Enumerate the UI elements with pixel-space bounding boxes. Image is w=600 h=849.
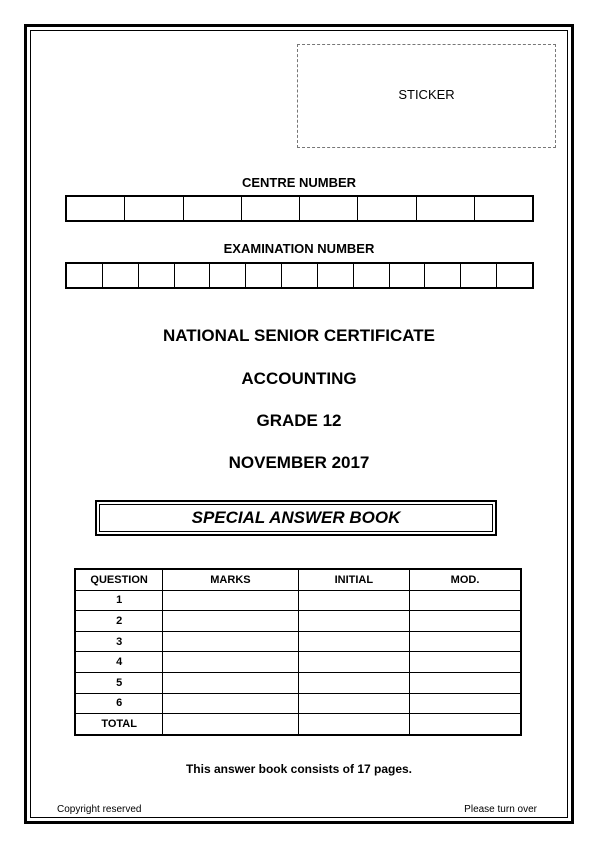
centre-number-digit-box[interactable] [67,197,125,220]
table-row [75,611,521,632]
mod-cell[interactable] [410,590,521,611]
sticker-area [297,44,556,148]
examination-number-digit-box[interactable] [210,264,246,287]
centre-number-digit-box[interactable] [300,197,358,220]
examination-number-digit-box[interactable] [139,264,175,287]
centre-number-digit-box[interactable] [358,197,416,220]
answer-book-banner [95,500,497,536]
certificate-title: NATIONAL SENIOR CERTIFICATE [163,326,435,345]
marks-cell[interactable] [163,590,298,611]
table-row [75,693,521,714]
initial-cell[interactable] [298,590,409,611]
question-number-cell: 5 [75,672,163,693]
examination-number-digit-box[interactable] [425,264,461,287]
mod-cell[interactable] [410,652,521,673]
marks-table [74,568,522,736]
examination-number-label: EXAMINATION NUMBER [223,241,375,256]
initial-cell[interactable] [298,611,409,632]
marks-cell[interactable] [163,693,298,714]
centre-number-digit-box[interactable] [475,197,532,220]
initial-cell[interactable] [298,693,409,714]
centre-number-digit-box[interactable] [242,197,300,220]
grade-title: GRADE 12 [256,411,342,430]
examination-number-digit-box[interactable] [246,264,282,287]
question-number-cell: TOTAL [75,714,163,735]
header-question: QUESTION [75,569,163,590]
examination-number-digit-box[interactable] [354,264,390,287]
initial-cell[interactable] [298,631,409,652]
session-title: NOVEMBER 2017 [228,453,370,472]
header-mod: MOD. [410,569,521,590]
header-marks: MARKS [163,569,298,590]
table-row [75,672,521,693]
mod-cell[interactable] [410,672,521,693]
marks-cell[interactable] [163,652,298,673]
marks-cell[interactable] [163,631,298,652]
page-count-note: This answer book consists of 17 pages. [185,762,413,776]
table-row [75,714,521,735]
examination-number-digit-box[interactable] [175,264,211,287]
table-row [75,631,521,652]
examination-number-digit-box[interactable] [282,264,318,287]
question-number-cell: 4 [75,652,163,673]
initial-cell[interactable] [298,672,409,693]
centre-number-digit-box[interactable] [417,197,475,220]
table-row [75,652,521,673]
subject-title: ACCOUNTING [241,369,357,388]
header-initial: INITIAL [298,569,409,590]
question-number-cell: 6 [75,693,163,714]
mod-cell[interactable] [410,611,521,632]
initial-cell[interactable] [298,652,409,673]
marks-table-header-row [75,569,521,590]
sticker-label: STICKER [398,87,455,102]
question-number-cell: 3 [75,631,163,652]
question-number-cell: 2 [75,611,163,632]
examination-number-digit-box[interactable] [497,264,532,287]
centre-number-label: CENTRE NUMBER [241,175,357,190]
mod-cell[interactable] [410,714,521,735]
initial-cell[interactable] [298,714,409,735]
marks-cell[interactable] [163,611,298,632]
mod-cell[interactable] [410,693,521,714]
examination-number-digit-box[interactable] [461,264,497,287]
marks-cell[interactable] [163,714,298,735]
mod-cell[interactable] [410,631,521,652]
centre-number-digit-box[interactable] [125,197,183,220]
examination-number-digit-box[interactable] [390,264,426,287]
page-inner-border [30,30,568,818]
centre-number-boxes[interactable] [65,195,534,222]
examination-number-digit-box[interactable] [103,264,139,287]
marks-cell[interactable] [163,672,298,693]
examination-number-digit-box[interactable] [67,264,103,287]
table-row [75,590,521,611]
turn-over-notice: Please turn over [464,804,537,815]
page-border [24,24,574,824]
examination-number-digit-box[interactable] [318,264,354,287]
copyright-notice: Copyright reserved [57,804,142,815]
examination-number-boxes[interactable] [65,262,534,289]
question-number-cell: 1 [75,590,163,611]
centre-number-digit-box[interactable] [184,197,242,220]
answer-book-title: SPECIAL ANSWER BOOK [191,508,401,527]
